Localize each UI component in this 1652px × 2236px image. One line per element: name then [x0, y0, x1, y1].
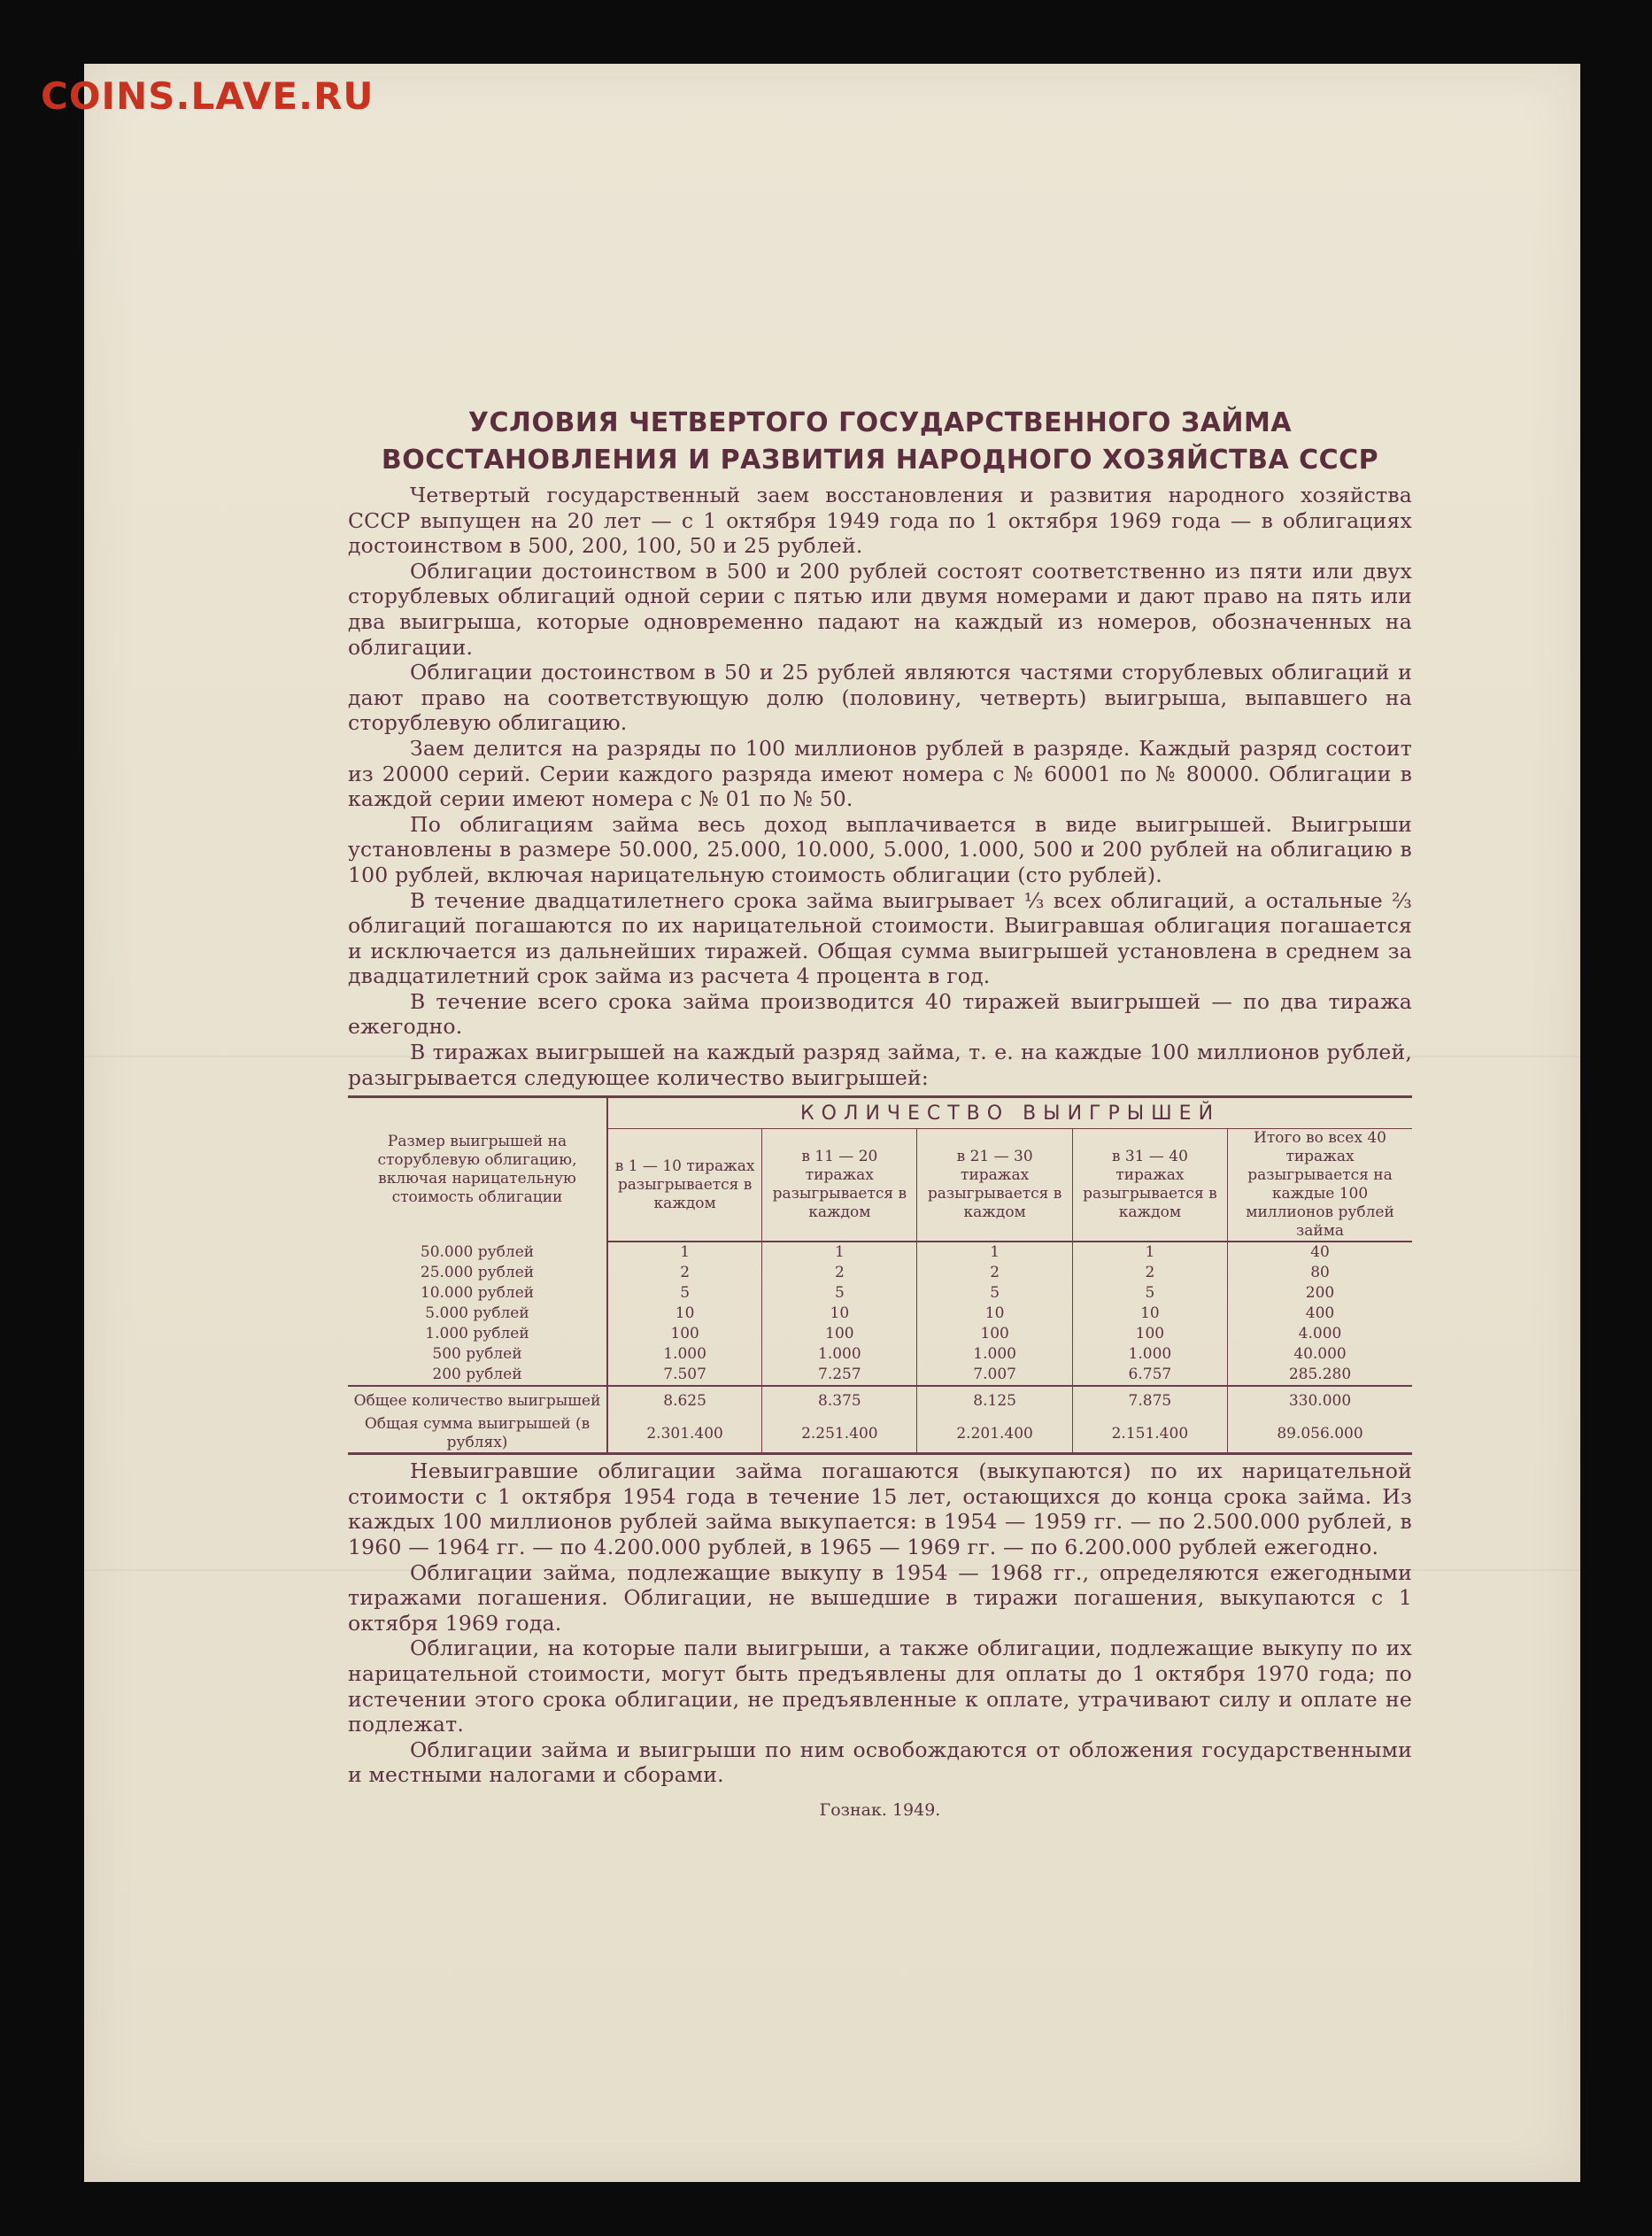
paragraph: Облигации займа, подлежащие выкупу в 1954 — 1968 гг., определяются ежегодными тиражами погашения. Облигации, не вышедшие в тиражи погашения, выкупаются с 1 октября 1969 года.: [348, 1559, 1412, 1636]
table-cell: 7.875: [1072, 1386, 1227, 1415]
table-cell: 5: [607, 1283, 762, 1304]
table-cell: 10: [1072, 1304, 1227, 1324]
table-cell: 4.000: [1298, 1325, 1342, 1343]
table-row: [348, 1304, 1412, 1324]
table-cell: 330.000: [1228, 1386, 1412, 1415]
column-header: в 21 — 30 тиражах разыгрывается в каждом: [917, 1129, 1072, 1242]
document-body: [348, 405, 1412, 1820]
table-cell: 7.007: [917, 1365, 1072, 1386]
table-cell: 2.301.400: [607, 1415, 762, 1454]
group-header: КОЛИЧЕСТВО ВЫИГРЫШЕЙ: [607, 1097, 1412, 1129]
table-cell: 5: [762, 1283, 917, 1304]
printer-imprint: Гознак. 1949.: [819, 1799, 941, 1820]
table-cell: 8.125: [917, 1386, 1072, 1415]
title-line: ВОССТАНОВЛЕНИЯ И РАЗВИТИЯ НАРОДНОГО ХОЗЯЙСТВА СССР: [381, 445, 1379, 476]
table-cell: 5: [917, 1283, 1072, 1304]
table-cell: 400: [1305, 1304, 1335, 1323]
table-cell: 2: [762, 1263, 917, 1283]
table-cell: 2.201.400: [917, 1415, 1072, 1454]
paragraph: Облигации достоинством в 50 и 25 рублей являются частями сторублевых облигаций и дают право на соответствующую долю (половину, четверть) выигрыша, выпавшего на сторублевую облигацию.: [348, 660, 1412, 736]
table-cell: 1: [607, 1242, 762, 1263]
paragraph: В течение двадцатилетнего срока займа выигрывает ⅓ всех облигаций, а остальные ⅔ облигаций погашаются по их нарицательной стоимости. Выигравшая облигация погашается и исключается из дальнейших тиражей. Общая сумма выигрышей установлена в среднем за двадцатилетний срок займа из расчета 4 процента в год.: [348, 887, 1412, 989]
row-label: 50.000 рублей: [348, 1242, 607, 1263]
table-cell: 40: [1310, 1243, 1330, 1262]
table-row: [348, 1263, 1412, 1283]
table-cell: 2.251.400: [762, 1415, 917, 1454]
row-label: 10.000 рублей: [348, 1283, 607, 1304]
table-cell: 89.056.000: [1277, 1424, 1363, 1443]
table-cell: 1.000: [917, 1344, 1072, 1365]
table-cell: 1: [1072, 1242, 1227, 1263]
column-header: в 11 — 20 тиражах разыгрывается в каждом: [762, 1129, 917, 1242]
row-label: 500 рублей: [348, 1344, 607, 1365]
paragraph: Облигации, на которые пали выигрыши, а также облигации, подлежащие выкупу по их нарицательной стоимости, могут быть предъявлены для оплаты до 1 октября 1970 года; по истечении этого срока облигации, не предъявленные к оплате, утрачивают силу и оплате не подлежат.: [348, 1636, 1412, 1737]
table-cell: 10: [762, 1304, 917, 1324]
table-cell: 7.257: [762, 1365, 917, 1386]
table-cell: 7.507: [607, 1365, 762, 1386]
table-cell: 6.757: [1072, 1365, 1227, 1386]
paragraph: Облигации достоинством в 500 и 200 рублей состоят соответственно из пяти или двух сторублевых облигаций одной серии с пятью или двумя номерами и дают право на пять или два выигрыша, которые одновременно падают на каждый из номеров, обозначенных на облигации.: [348, 558, 1412, 660]
table-cell: 2: [607, 1263, 762, 1283]
table-cell: 8.625: [607, 1386, 762, 1415]
total-label: Общее количество выигрышей: [348, 1386, 607, 1415]
paragraph: Облигации займа и выигрыши по ним освобождаются от обложения государственными и местными налогами и сборами.: [348, 1737, 1412, 1788]
document-sheet: [84, 64, 1580, 2182]
watermark: COINS.LAVE.RU: [41, 74, 374, 118]
paragraph: Четвертый государственный заем восстановления и развития народного хозяйства СССР выпущен на 20 лет — с 1 октября 1949 года по 1 октября 1969 года — в облигациях достоинством в 500, 200, 100, 50 и 25 рублей.: [348, 483, 1412, 559]
title-line: УСЛОВИЯ ЧЕТВЕРТОГО ГОСУДАРСТВЕННОГО ЗАЙМА: [467, 407, 1293, 438]
table-cell: 2: [917, 1263, 1072, 1283]
table-cell: 100: [762, 1324, 917, 1344]
row-label: 5.000 рублей: [348, 1304, 607, 1324]
table-cell: 5: [1072, 1283, 1227, 1304]
table-row: [348, 1283, 1412, 1304]
table-cell: 100: [607, 1324, 762, 1344]
table-cell: 8.375: [762, 1386, 917, 1415]
column-header: в 31 — 40 тиражах разыгрывается в каждом: [1072, 1129, 1227, 1242]
table-cell: 1: [762, 1242, 917, 1263]
document-title: [348, 405, 1412, 479]
column-header: в 1 — 10 тиражах разыгрывается в каждом: [607, 1129, 762, 1242]
table-cell: 285.280: [1288, 1366, 1352, 1384]
table-row: [348, 1324, 1412, 1344]
table-cell: 2: [1072, 1263, 1227, 1283]
row-label: 25.000 рублей: [348, 1263, 607, 1283]
table-row: [348, 1365, 1412, 1386]
paragraph: В течение всего срока займа производится 40 тиражей выигрышей — по два тиража ежегодно.: [348, 988, 1412, 1040]
prize-table: [348, 1095, 1412, 1455]
row-label: 200 рублей: [348, 1365, 607, 1386]
paragraph: Заем делится на разряды по 100 миллионов рублей в разряде. Каждый разряд состоит из 20000 серий. Серии каждого разряда имеют номера с № 60001 по № 80000. Облигации в каждой серии имеют номера с № 01 по № 50.: [348, 735, 1412, 812]
row-label: 1.000 рублей: [348, 1324, 607, 1344]
total-label: Общая сумма выигрышей (в рублях): [348, 1415, 607, 1454]
paragraph: По облигациям займа весь доход выплачивается в виде выигрышей. Выигрыши установлены в размере 50.000, 25.000, 10.000, 5.000, 1.000, 500 и 200 рублей на облигацию в 100 рублей, включая нарицательную стоимость облигации (сто рублей).: [348, 811, 1412, 887]
paragraph: Невыигравшие облигации займа погашаются (выкупаются) по их нарицательной стоимости с 1 октября 1954 года в течение 15 лет, остающихся до конца срока займа. Из каждых 100 миллионов рублей займа выкупается: в 1954 — 1959 гг. — по 2.500.000 рублей, в 1960 — 1964 гг. — по 4.200.000 рублей, в 1965 — 1969 гг. — по 6.200.000 рублей ежегодно.: [348, 1458, 1412, 1560]
paragraph: В тиражах выигрышей на каждый разряд займа, т. е. на каждые 100 миллионов рублей, разыгрывается следующее количество выигрышей:: [348, 1040, 1412, 1090]
table-cell: 1.000: [1072, 1344, 1227, 1365]
size-header: Размер выигрышей на сторублевую облигацию, включая нарицательную стоимость облигации: [348, 1097, 607, 1242]
table-cell: 40.000: [1293, 1345, 1347, 1364]
table-cell: 1.000: [607, 1344, 762, 1365]
total-row: [348, 1415, 1412, 1454]
table-row: [348, 1242, 1412, 1263]
table-cell: 1: [917, 1242, 1072, 1263]
table-cell: 100: [917, 1324, 1072, 1344]
table-cell: 10: [607, 1304, 762, 1324]
table-cell: 200: [1305, 1284, 1335, 1303]
table-cell: 10: [917, 1304, 1072, 1324]
table-cell: 2.151.400: [1072, 1415, 1227, 1454]
table-cell: 1.000: [762, 1344, 917, 1365]
table-cell: 100: [1072, 1324, 1227, 1344]
column-header: Итого во всех 40 тиражах разыгрывается на каждые 100 миллионов рублей займа: [1228, 1129, 1412, 1242]
table-cell: 80: [1310, 1264, 1330, 1282]
total-row: [348, 1386, 1412, 1415]
table-row: [348, 1344, 1412, 1365]
